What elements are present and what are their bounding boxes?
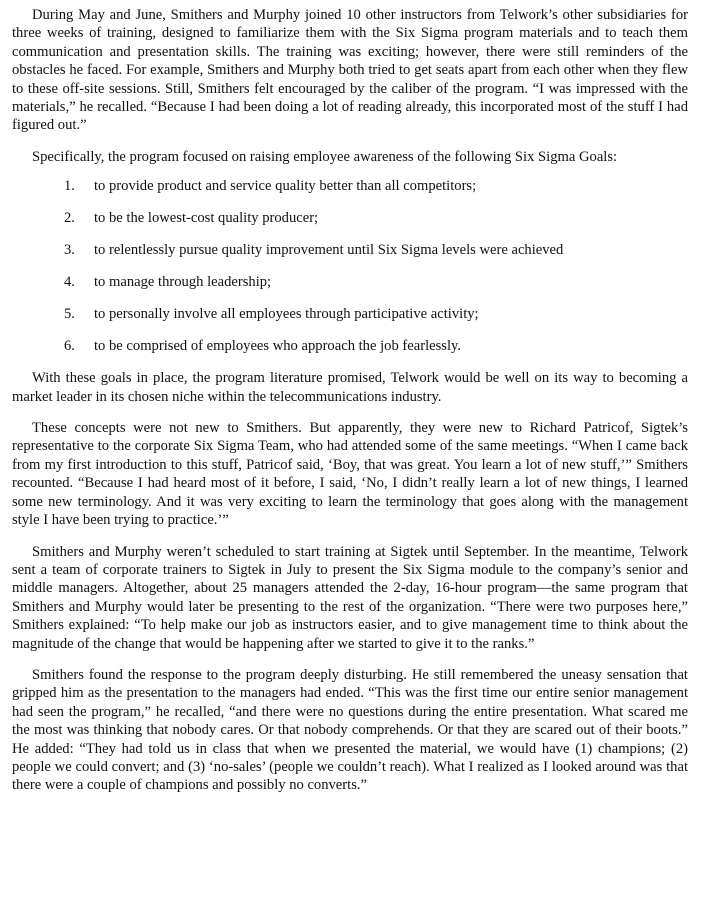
list-item-number: 2. [64, 210, 75, 227]
list-item [12, 209, 688, 227]
document-page [12, 6, 688, 808]
list-item-text: to be the lowest-cost quality producer; [94, 210, 319, 227]
paragraph-goals-intro: Specifically, the program focused on raising employee awareness of the following Six Sigma Goals: [32, 148, 618, 165]
paragraph-training: During May and June, Smithers and Murphy joined 10 other instructors from Telwork’s other subsidiaries for three weeks of training, designed to familiarize them with the Six Sigma program materials and to teach them communication and presentation skills. The training was exciting; however, there were still reminders of the obstacles he faced. For example, Smithers and Murphy both tried to get seats apart from each other when they flew to these off-site sessions. Still, Smithers felt encouraged by the caliber of the program. “I was impressed with the materials,” he recalled. “Because I had been doing a lot of reading already, this incorporated most of the stuff I had figured out.” [12, 7, 688, 134]
list-item [12, 177, 688, 195]
paragraph-response: Smithers found the response to the program deeply disturbing. He still remembered the uneasy sensation that gripped him as the presentation to the managers had ended. “This was the first time our entire senior management had seen the program,” he recalled, “and there were no questions during the entire presentation. What scared me the most was thinking that nobody cares. Or that nobody comprehends. Or that they are scared out of their boots.” He added: “They had told us in class that when we presented the material, we would have (1) champions; (2) people we could convert; and (3) ‘no-sales’ (people we couldn’t reach). What I realized as I looked around was that there were a couple of champions and possibly no converts.” [12, 666, 688, 794]
paragraph-patricof: These concepts were not new to Smithers. But apparently, they were new to Richard Patricof, Sigtek’s representative to the corporate Six Sigma Team, who had attended some of the same meetings. “When I came back from my first introduction to this stuff, Patricof said, ‘Boy, that was great. You learn a lot of new stuff,’” Smithers recounted. “Because I had heard most of it before, I said, ‘No, I didn’t really learn a lot of new things, I learned some new terminology. And it was very exciting to learn the terminology that goes along with the management style I have been trying to practice.’” [12, 420, 688, 529]
paragraph-market-leader: With these goals in place, the program literature promised, Telwork would be well on its way to becoming a market leader in its chosen niche within the telecommunications industry. [12, 370, 688, 405]
list-item-text: to manage through leadership; [94, 274, 272, 291]
list-item-text: to provide product and service quality better than all competitors; [94, 178, 477, 195]
list-item-text: to personally involve all employees through participative activity; [94, 306, 479, 323]
paragraph-management-training: Smithers and Murphy weren’t scheduled to start training at Sigtek until September. In the meantime, Telwork sent a team of corporate trainers to Sigtek in July to present the Six Sigma module to the company’s senior and middle managers. Altogether, about 25 managers attended the 2-day, 16-hour program—the same program that Smithers and Murphy would later be presenting to the rest of the organization. “There were two purposes here,” Smithers explained: “To help make our job as instructors easier, and to give management time to think about the magnitude of the change that would be happening after we started to give it to the ranks.” [12, 543, 688, 652]
six-sigma-goals-list [12, 177, 688, 355]
list-item-text: to be comprised of employees who approach the job fearlessly. [94, 338, 462, 355]
list-item-text: to relentlessly pursue quality improvement until Six Sigma levels were achieved [94, 242, 564, 259]
list-item [12, 305, 688, 323]
list-item-number: 3. [64, 242, 75, 259]
list-item-number: 1. [64, 178, 75, 195]
list-item [12, 273, 688, 291]
list-item-number: 6. [64, 338, 75, 355]
list-item [12, 241, 688, 259]
list-item-number: 4. [64, 274, 75, 291]
list-item-number: 5. [64, 306, 75, 323]
list-item [12, 337, 688, 355]
